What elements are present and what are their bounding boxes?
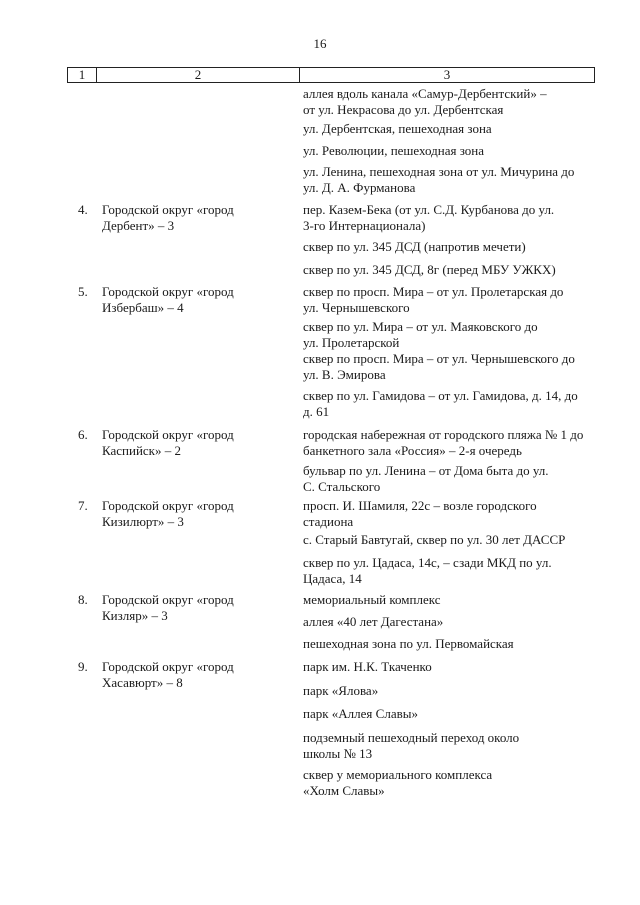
district-name: Городской округ «город Каспийск» – 2 — [102, 427, 234, 458]
place-cell: ул. Дербентская, пешеходная зона — [303, 121, 492, 136]
table-row-district — [78, 592, 272, 624]
row-number: 9. — [78, 659, 88, 674]
table-row-district — [78, 659, 272, 691]
district-name: Городской округ «город Избербаш» – 4 — [102, 284, 234, 315]
header-col-3: 3 — [443, 67, 451, 82]
district-name: Городской округ «город Кизляр» – 3 — [102, 592, 234, 623]
place-cell: сквер по ул. 345 ДСД, 8г (перед МБУ УЖКХ) — [303, 262, 556, 277]
place-cell: сквер по просп. Мира – от ул. Пролетарская до ул. Чернышевского — [303, 284, 564, 315]
place-cell: сквер по ул. Гамидова – от ул. Гамидова, д. 14, до д. 61 — [303, 388, 578, 419]
place-cell: подземный пешеходный переход около школы № 13 — [303, 730, 520, 761]
row-number: 7. — [78, 498, 88, 513]
place-cell: городская набережная от городского пляжа № 1 до банкетного зала «Россия» – 2-я очередь — [303, 427, 584, 458]
header-col-2: 2 — [97, 68, 300, 82]
place-cell: сквер по ул. Цадаса, 14с, – сзади МКД по ул. Цадаса, 14 — [303, 555, 552, 586]
row-number: 6. — [78, 427, 88, 442]
row-number: 4. — [78, 202, 88, 217]
place-cell: сквер у мемориального комплекса «Холм Славы» — [303, 767, 493, 798]
page-number: 16 — [313, 36, 327, 51]
place-cell: сквер по ул. 345 ДСД (напротив мечети) — [303, 239, 526, 254]
header-col-1: 1 — [68, 68, 97, 82]
table-row-district — [78, 202, 272, 234]
place-cell: парк им. Н.К. Ткаченко — [303, 659, 432, 674]
place-cell: бульвар по ул. Ленина – от Дома быта до ул. С. Стальского — [303, 463, 549, 494]
place-cell: ул. Ленина, пешеходная зона от ул. Мичурина до ул. Д. А. Фурманова — [303, 164, 575, 195]
place-cell: аллея вдоль канала «Самур-Дербентский» – от ул. Некрасова до ул. Дербентская — [303, 86, 547, 117]
place-cell: пешеходная зона по ул. Первомайская — [303, 636, 514, 651]
table-header-row — [67, 67, 595, 83]
district-name: Городской округ «город Кизилюрт» – 3 — [102, 498, 234, 529]
place-cell: парк «Ялова» — [303, 683, 379, 698]
place-cell: ул. Революции, пешеходная зона — [303, 143, 485, 158]
place-cell: аллея «40 лет Дагестана» — [303, 614, 444, 629]
district-name: Городской округ «город Хасавюрт» – 8 — [102, 659, 234, 690]
row-number: 8. — [78, 592, 88, 607]
place-cell: сквер по ул. Мира – от ул. Маяковского до ул. Пролетарской — [303, 319, 538, 350]
place-cell: с. Старый Бавтугай, сквер по ул. 30 лет ДАССР — [303, 532, 566, 547]
place-cell: просп. И. Шамиля, 22с – возле городского стадиона — [303, 498, 537, 529]
district-name: Городской округ «город Дербент» – 3 — [102, 202, 234, 233]
row-number: 5. — [78, 284, 88, 299]
place-cell: мемориальный комплекс — [303, 592, 441, 607]
place-cell: сквер по просп. Мира – от ул. Чернышевского до ул. В. Эмирова — [303, 351, 575, 382]
place-cell: парк «Аллея Славы» — [303, 706, 418, 721]
place-cell: пер. Казем-Бека (от ул. С.Д. Курбанова до ул. 3-го Интернационала) — [303, 202, 555, 233]
table-row-district — [78, 498, 272, 530]
table-row-district — [78, 284, 272, 316]
table-row-district — [78, 427, 272, 459]
